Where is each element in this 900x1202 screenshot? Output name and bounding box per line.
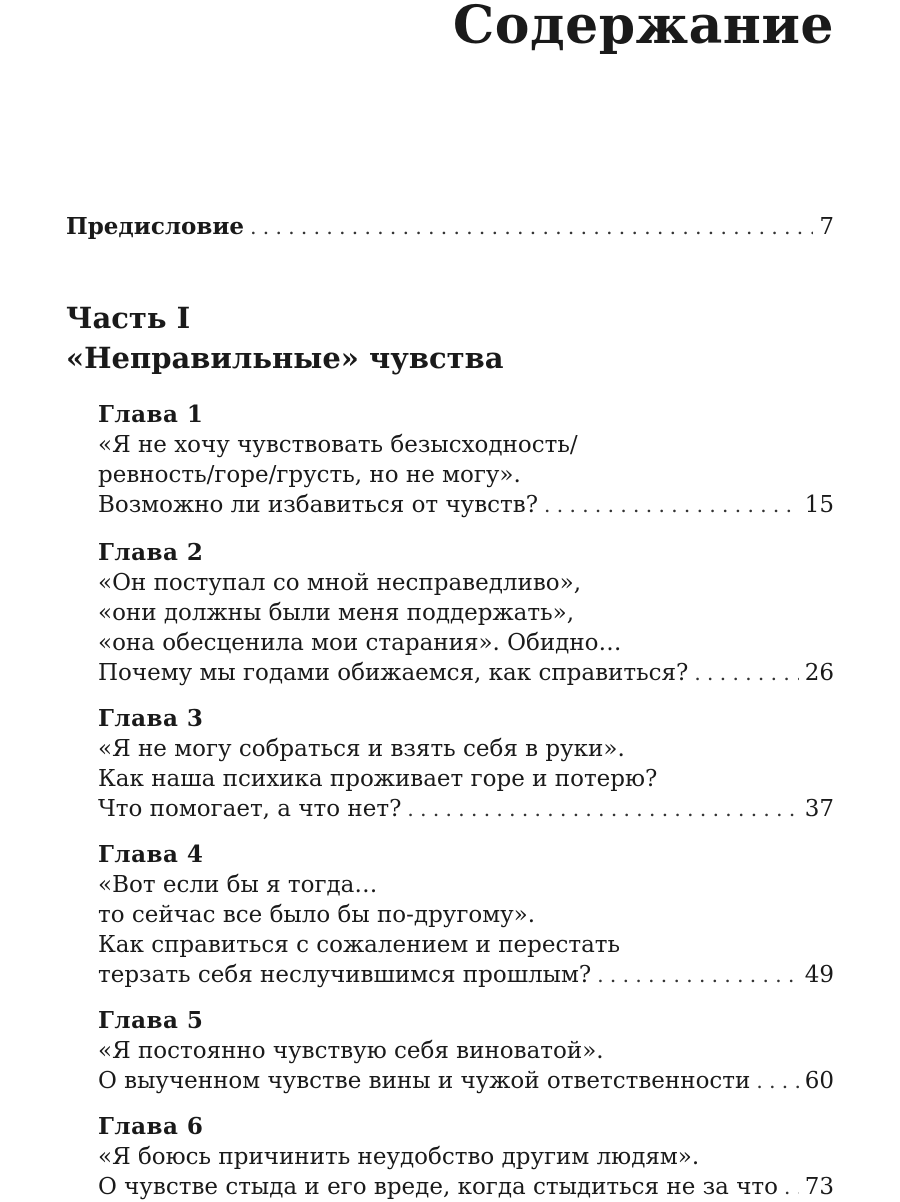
chapter-title-line: «Я боюсь причинить неудобство другим людям».	[98, 1144, 700, 1170]
toc-entry-line	[98, 1066, 834, 1096]
chapter-title-line: Что помогает, а что нет?	[98, 796, 402, 822]
page-number: 49	[804, 962, 834, 988]
chapter-title-line: Как наша психика проживает горе и потерю?	[98, 766, 658, 792]
chapter-title-line: «Я постоянно чувствую себя виноватой».	[98, 1038, 604, 1064]
toc-entry-chapter-5[interactable]	[98, 1006, 834, 1096]
chapter-title-line: то сейчас все было бы по-другому».	[98, 902, 536, 928]
toc-entry-chapter-1[interactable]	[98, 400, 834, 520]
page-number: 73	[804, 1174, 834, 1200]
part-title: «Неправильные» чувства	[66, 341, 504, 375]
dot-leader	[544, 490, 799, 520]
toc-entry-line	[98, 960, 834, 990]
dot-leader	[250, 212, 813, 242]
toc-entry-line	[66, 212, 834, 242]
chapter-title-line: «они должны были меня поддержать»,	[98, 600, 575, 626]
chapter-heading: Глава 5	[98, 1007, 204, 1034]
toc-entry-chapter-4[interactable]	[98, 840, 834, 990]
chapter-title-line: «Он поступал со мной несправедливо»,	[98, 570, 582, 596]
chapter-title-line: О чувстве стыда и его вреде, когда стыдиться не за что	[98, 1174, 778, 1200]
toc-entry-line	[98, 1172, 834, 1202]
chapter-title-line: «Я не могу собраться и взять себя в руки».	[98, 736, 625, 762]
chapter-title-line: О выученном чувстве вины и чужой ответственности	[98, 1068, 751, 1094]
dot-leader	[407, 794, 798, 824]
chapter-title-line: Почему мы годами обижаемся, как справиться?	[98, 660, 689, 686]
chapter-title-line: «Я не хочу чувствовать безысходность/	[98, 432, 578, 458]
page-number: 26	[804, 660, 834, 686]
dot-leader	[784, 1172, 799, 1202]
toc-entry-chapter-2[interactable]	[98, 538, 834, 688]
dot-leader	[694, 658, 798, 688]
chapter-heading: Глава 3	[98, 705, 204, 732]
chapter-title-line: «она обесценила мои старания». Обидно…	[98, 630, 622, 656]
page-number: 15	[804, 492, 834, 518]
chapter-title-line: Как справиться с сожалением и перестать	[98, 932, 621, 958]
page-number: 37	[804, 796, 834, 822]
page-number: 60	[804, 1068, 834, 1094]
chapter-title-line: Возможно ли избавиться от чувств?	[98, 492, 539, 518]
preface-label: Предисловие	[66, 213, 245, 240]
dot-leader	[756, 1066, 798, 1096]
part-number: Часть I	[66, 301, 191, 335]
page-title: Содержание	[452, 0, 834, 56]
toc-entry-line	[98, 794, 834, 824]
chapter-title-line: «Вот если бы я тогда…	[98, 872, 378, 898]
toc-entry-line	[98, 490, 834, 520]
chapter-heading: Глава 6	[98, 1113, 204, 1140]
chapter-title-line: ревность/горе/грусть, но не могу».	[98, 462, 521, 488]
chapter-heading: Глава 4	[98, 841, 204, 868]
toc-entry-chapter-6[interactable]	[98, 1112, 834, 1202]
chapter-heading: Глава 2	[98, 539, 204, 566]
chapter-title-line: терзать себя неслучившимся прошлым?	[98, 962, 592, 988]
part-heading	[66, 298, 846, 378]
page-number: 7	[819, 214, 834, 240]
dot-leader	[597, 960, 799, 990]
chapter-heading: Глава 1	[98, 401, 204, 428]
toc-entry-line	[98, 658, 834, 688]
toc-entry-preface[interactable]	[66, 212, 834, 242]
toc-entry-chapter-3[interactable]	[98, 704, 834, 824]
